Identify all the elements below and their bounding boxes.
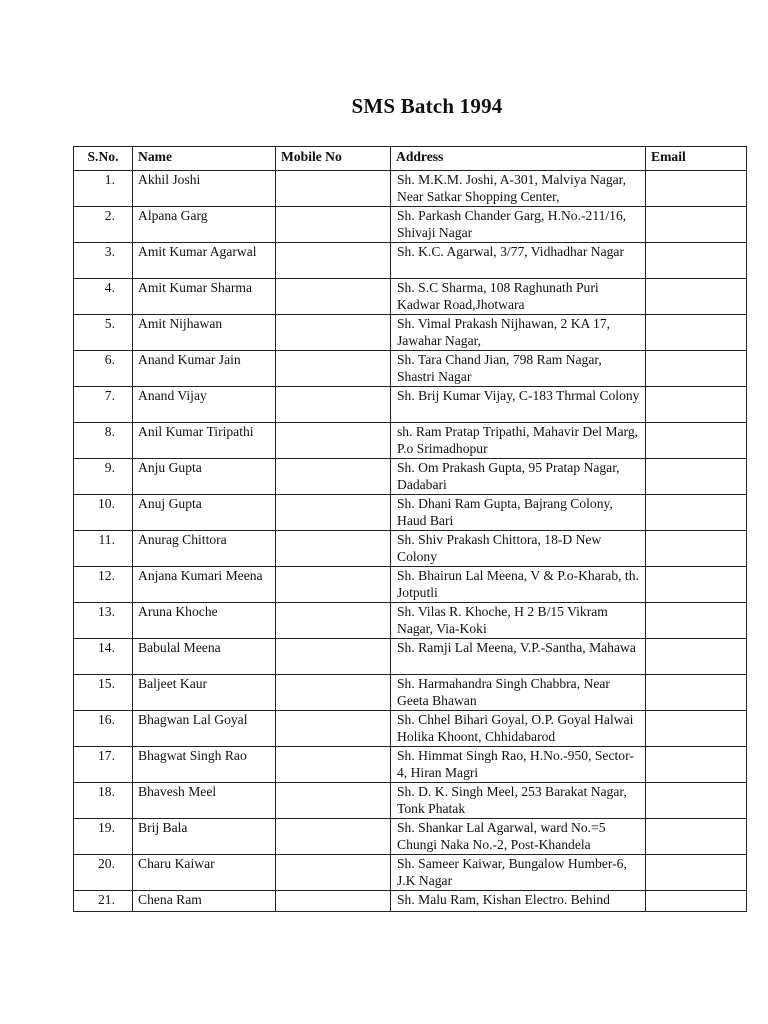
cell-email — [646, 531, 747, 567]
table-row — [74, 387, 747, 423]
cell-address: Sh. D. K. Singh Meel, 253 Barakat Nagar, Tonk Phatak — [391, 783, 646, 819]
batch-roster-table — [73, 146, 747, 912]
cell-email — [646, 855, 747, 891]
cell-mobile — [276, 711, 391, 747]
cell-name: Anjana Kumari Meena — [133, 567, 276, 603]
cell-mobile — [276, 639, 391, 675]
cell-name: Bhagwat Singh Rao — [133, 747, 276, 783]
cell-mobile — [276, 603, 391, 639]
header-sno: S.No. — [74, 147, 133, 171]
cell-sno: 17. — [74, 747, 133, 783]
cell-mobile — [276, 783, 391, 819]
cell-mobile — [276, 531, 391, 567]
cell-mobile — [276, 567, 391, 603]
cell-sno: 15. — [74, 675, 133, 711]
cell-name: Akhil Joshi — [133, 171, 276, 207]
cell-name: Anil Kumar Tiripathi — [133, 423, 276, 459]
cell-address: Sh. Shankar Lal Agarwal, ward No.=5 Chungi Naka No.-2, Post-Khandela — [391, 819, 646, 855]
table-row — [74, 675, 747, 711]
cell-email — [646, 423, 747, 459]
cell-email — [646, 711, 747, 747]
cell-mobile — [276, 855, 391, 891]
cell-mobile — [276, 207, 391, 243]
table-row — [74, 603, 747, 639]
cell-name: Amit Kumar Sharma — [133, 279, 276, 315]
cell-sno: 16. — [74, 711, 133, 747]
cell-sno: 10. — [74, 495, 133, 531]
cell-address: Sh. Chhel Bihari Goyal, O.P. Goyal Halwai Holika Khoont, Chhidabarod — [391, 711, 646, 747]
cell-sno: 14. — [74, 639, 133, 675]
cell-mobile — [276, 279, 391, 315]
cell-address: Sh. Vilas R. Khoche, H 2 B/15 Vikram Nagar, Via-Koki — [391, 603, 646, 639]
cell-address: Sh. S.C Sharma, 108 Raghunath Puri Kadwar Road,Jhotwara — [391, 279, 646, 315]
cell-sno: 2. — [74, 207, 133, 243]
cell-email — [646, 207, 747, 243]
table-row — [74, 315, 747, 351]
cell-name: Amit Kumar Agarwal — [133, 243, 276, 279]
cell-address: Sh. K.C. Agarwal, 3/77, Vidhadhar Nagar — [391, 243, 646, 279]
cell-name: Aruna Khoche — [133, 603, 276, 639]
table-row — [74, 243, 747, 279]
cell-address: Sh. Sameer Kaiwar, Bungalow Humber-6, J.K Nagar — [391, 855, 646, 891]
cell-address: Sh. Dhani Ram Gupta, Bajrang Colony, Haud Bari — [391, 495, 646, 531]
cell-sno: 9. — [74, 459, 133, 495]
cell-address: Sh. Parkash Chander Garg, H.No.-211/16, Shivaji Nagar — [391, 207, 646, 243]
cell-name: Bhavesh Meel — [133, 783, 276, 819]
table-row — [74, 171, 747, 207]
cell-name: Anand Vijay — [133, 387, 276, 423]
cell-mobile — [276, 387, 391, 423]
table-row — [74, 819, 747, 855]
cell-mobile — [276, 747, 391, 783]
header-name: Name — [133, 147, 276, 171]
cell-address: Sh. Tara Chand Jian, 798 Ram Nagar, Shastri Nagar — [391, 351, 646, 387]
cell-name: Alpana Garg — [133, 207, 276, 243]
cell-name: Bhagwan Lal Goyal — [133, 711, 276, 747]
cell-sno: 13. — [74, 603, 133, 639]
table-header-row — [74, 147, 747, 171]
table-body — [74, 171, 747, 912]
cell-sno: 11. — [74, 531, 133, 567]
cell-sno: 3. — [74, 243, 133, 279]
cell-address: Sh. Bhairun Lal Meena, V & P.o-Kharab, th. Jotputli — [391, 567, 646, 603]
cell-mobile — [276, 891, 391, 912]
cell-mobile — [276, 171, 391, 207]
header-mobile: Mobile No — [276, 147, 391, 171]
cell-email — [646, 495, 747, 531]
cell-sno: 21. — [74, 891, 133, 912]
cell-sno: 7. — [74, 387, 133, 423]
cell-address: Sh. Malu Ram, Kishan Electro. Behind — [391, 891, 646, 912]
cell-email — [646, 567, 747, 603]
cell-email — [646, 891, 747, 912]
cell-sno: 4. — [74, 279, 133, 315]
cell-sno: 20. — [74, 855, 133, 891]
cell-mobile — [276, 819, 391, 855]
table-row — [74, 207, 747, 243]
table-row — [74, 639, 747, 675]
header-email: Email — [646, 147, 747, 171]
cell-name: Anand Kumar Jain — [133, 351, 276, 387]
cell-mobile — [276, 315, 391, 351]
cell-address: Sh. Om Prakash Gupta, 95 Pratap Nagar, Dadabari — [391, 459, 646, 495]
cell-email — [646, 603, 747, 639]
cell-name: Chena Ram — [133, 891, 276, 912]
cell-email — [646, 351, 747, 387]
cell-email — [646, 387, 747, 423]
table-row — [74, 711, 747, 747]
cell-address: Sh. Himmat Singh Rao, H.No.-950, Sector-4, Hiran Magri — [391, 747, 646, 783]
cell-mobile — [276, 351, 391, 387]
table-row — [74, 423, 747, 459]
cell-sno: 19. — [74, 819, 133, 855]
cell-email — [646, 747, 747, 783]
table-row — [74, 855, 747, 891]
table-row — [74, 279, 747, 315]
cell-mobile — [276, 459, 391, 495]
table-row — [74, 747, 747, 783]
cell-name: Baljeet Kaur — [133, 675, 276, 711]
cell-mobile — [276, 495, 391, 531]
page-title: SMS Batch 1994 — [351, 94, 503, 118]
cell-mobile — [276, 243, 391, 279]
cell-email — [646, 459, 747, 495]
cell-mobile — [276, 423, 391, 459]
cell-name: Amit Nijhawan — [133, 315, 276, 351]
table-row — [74, 891, 747, 912]
cell-sno: 6. — [74, 351, 133, 387]
table-row — [74, 351, 747, 387]
cell-email — [646, 675, 747, 711]
cell-address: Sh. M.K.M. Joshi, A-301, Malviya Nagar, Near Satkar Shopping Center, — [391, 171, 646, 207]
cell-address: Sh. Vimal Prakash Nijhawan, 2 KA 17, Jawahar Nagar, — [391, 315, 646, 351]
cell-sno: 1. — [74, 171, 133, 207]
cell-name: Anju Gupta — [133, 459, 276, 495]
cell-name: Anurag Chittora — [133, 531, 276, 567]
cell-address: Sh. Harmahandra Singh Chabbra, Near Geeta Bhawan — [391, 675, 646, 711]
cell-email — [646, 171, 747, 207]
cell-address: Sh. Ramji Lal Meena, V.P.-Santha, Mahawa — [391, 639, 646, 675]
table-row — [74, 459, 747, 495]
cell-sno: 5. — [74, 315, 133, 351]
cell-email — [646, 819, 747, 855]
cell-address: sh. Ram Pratap Tripathi, Mahavir Del Marg, P.o Srimadhopur — [391, 423, 646, 459]
cell-sno: 18. — [74, 783, 133, 819]
table-row — [74, 531, 747, 567]
cell-email — [646, 639, 747, 675]
cell-name: Brij Bala — [133, 819, 276, 855]
table-row — [74, 495, 747, 531]
cell-email — [646, 279, 747, 315]
cell-address: Sh. Shiv Prakash Chittora, 18-D New Colony — [391, 531, 646, 567]
cell-name: Charu Kaiwar — [133, 855, 276, 891]
cell-name: Babulal Meena — [133, 639, 276, 675]
cell-address: Sh. Brij Kumar Vijay, C-183 Thrmal Colony — [391, 387, 646, 423]
header-address: Address — [391, 147, 646, 171]
cell-mobile — [276, 675, 391, 711]
table-row — [74, 783, 747, 819]
cell-sno: 12. — [74, 567, 133, 603]
table-row — [74, 567, 747, 603]
cell-sno: 8. — [74, 423, 133, 459]
cell-email — [646, 243, 747, 279]
cell-name: Anuj Gupta — [133, 495, 276, 531]
cell-email — [646, 315, 747, 351]
cell-email — [646, 783, 747, 819]
